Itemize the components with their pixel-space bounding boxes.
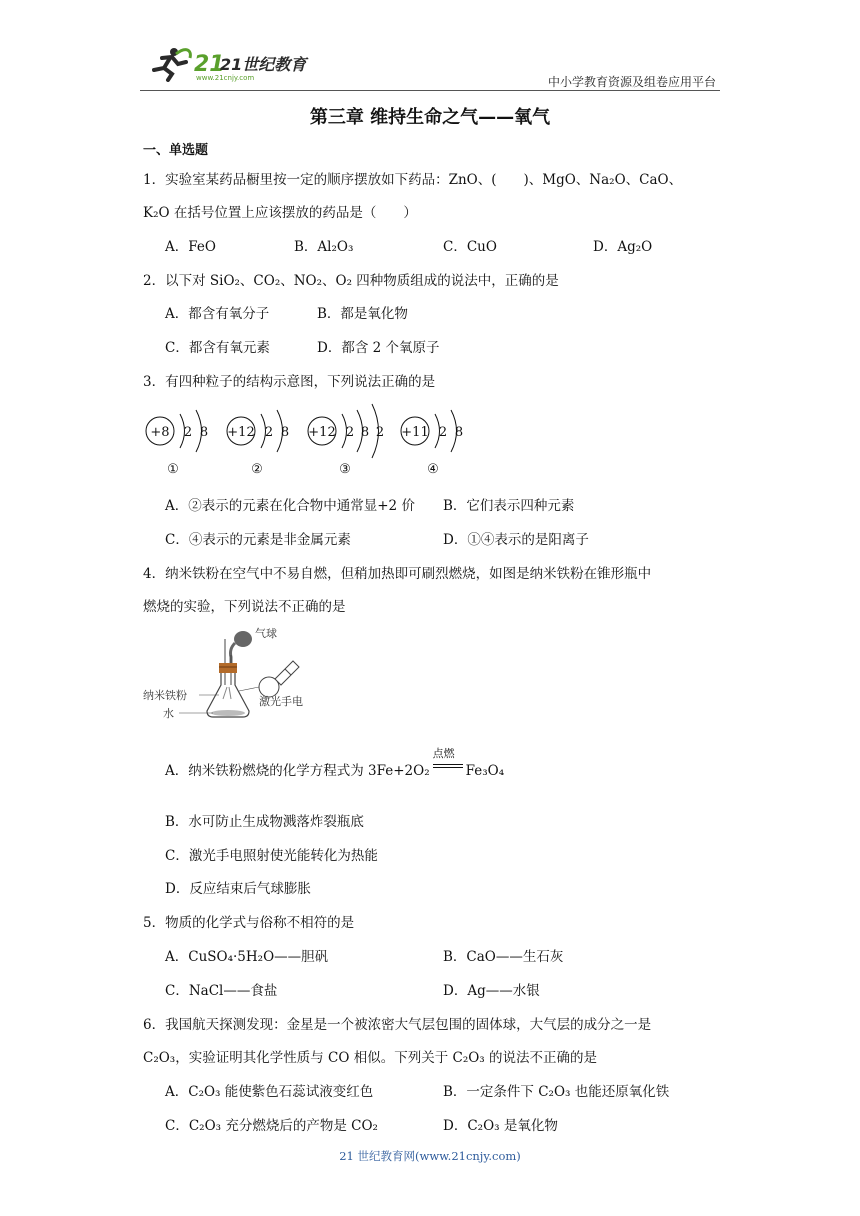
q1-option-c: C．CuO [443,239,497,255]
svg-text:2: 2 [264,425,274,440]
svg-text:气球: 气球 [255,627,277,640]
q4-option-a [165,747,505,779]
q6-stem-line2: C₂O₃，实验证明其化学性质与 CO 相似。下列关于 C₂O₃ 的说法不正确的是 [143,1050,598,1066]
q5-option-d: D．Ag——水银 [443,983,540,999]
atom-structure-diagram [143,398,483,488]
equals-arrow [433,764,463,768]
svg-text:+12: +12 [308,425,336,440]
q5-option-c: C．NaCl——食盐 [165,983,278,999]
svg-text:2: 2 [438,425,448,440]
header-divider [140,90,720,91]
svg-text:8: 8 [454,425,464,440]
q6-option-a: A．C₂O₃ 能使紫色石蕊试液变红色 [165,1084,374,1100]
q4-option-a-text: A．纳米铁粉燃烧的化学方程式为 3Fe+2O₂ [165,763,430,779]
reaction-condition [432,747,463,775]
svg-text:+11: +11 [401,425,429,440]
q3-option-b: B．它们表示四种元素 [443,498,575,514]
page-header [140,40,720,90]
q6-option-b: B．一定条件下 C₂O₃ 也能还原氧化铁 [443,1084,670,1100]
flask-experiment-diagram [143,625,323,725]
q4-option-d: D．反应结束后气球膨胀 [165,881,311,897]
q5-option-b: B．CaO——生石灰 [443,949,564,965]
q2-option-c: C．都含有氧元素 [165,340,270,356]
page-footer: 21 世纪教育网(www.21cnjy.com) [339,1149,521,1163]
svg-text:①: ① [167,462,179,477]
q2-stem: 2．以下对 SiO₂、CO₂、NO₂、O₂ 四种物质组成的说法中，正确的是 [143,273,559,289]
q4-stem-line1: 4．纳米铁粉在空气中不易自燃，但稍加热即可刷烈燃烧，如图是纳米铁粉在锥形瓶中 [143,566,652,582]
svg-text:+12: +12 [227,425,255,440]
q6-option-d: D．C₂O₃ 是氧化物 [443,1118,558,1134]
svg-text:激光手电: 激光手电 [259,695,303,708]
svg-text:④: ④ [427,462,439,477]
page-title: 第三章 维持生命之气——氧气 [309,107,551,128]
q1-stem-line1: 1．实验室某药品橱里按一定的顺序摆放如下药品：ZnO、( )、MgO、Na₂O、CaO、 [143,172,683,188]
condition-label: 点燃 [432,747,455,760]
q1-option-b: B．Al₂O₃ [294,239,354,255]
q1-stem-line2: K₂O 在括号位置上应该摆放的药品是（ ） [143,205,417,221]
q2-option-b: B．都是氧化物 [317,306,408,322]
svg-text:③: ③ [339,462,351,477]
atom-1 [146,410,208,477]
atom-4 [401,410,463,477]
runner-icon [154,48,190,80]
svg-text:21世纪教育: 21世纪教育 [220,55,307,74]
q3-stem: 3．有四种粒子的结构示意图，下列说法正确的是 [143,374,436,390]
q5-option-a: A．CuSO₄·5H₂O——胆矾 [165,949,329,965]
q6-option-c: C．C₂O₃ 充分燃烧后的产物是 CO₂ [165,1118,378,1134]
q6-stem-line1: 6．我国航天探测发现：金星是一个被浓密大气层包围的固体球，大气层的成分之一是 [143,1017,652,1033]
q1-option-d: D．Ag₂O [593,239,653,255]
q2-option-d: D．都含 2 个氧原子 [317,340,440,356]
q3-option-a: A．②表示的元素在化合物中通常显+2 价 [165,498,415,514]
q4-option-b: B．水可防止生成物溅落炸裂瓶底 [165,814,364,830]
svg-text:21: 21 [194,52,225,77]
svg-text:8: 8 [360,425,370,440]
svg-text:②: ② [251,462,263,477]
q4-stem-line2: 燃烧的实验，下列说法不正确的是 [143,599,346,615]
svg-text:水: 水 [163,707,174,720]
svg-text:+8: +8 [150,425,170,440]
q5-stem: 5．物质的化学式与俗称不相符的是 [143,915,355,931]
atom-3 [308,404,384,477]
q3-option-c: C．④表示的元素是非金属元素 [165,532,351,548]
svg-text:2: 2 [375,425,385,440]
q1-option-a: A．FeO [165,239,216,255]
section-heading: 一、单选题 [143,143,209,158]
platform-name: 中小学教育资源及组卷应用平台 [547,75,716,89]
svg-text:8: 8 [199,425,209,440]
svg-text:2: 2 [345,425,355,440]
site-logo [140,46,310,82]
svg-text:2: 2 [183,425,193,440]
svg-text:www.21cnjy.com: www.21cnjy.com [196,74,255,82]
flashlight-icon [259,661,299,697]
svg-text:8: 8 [280,425,290,440]
atom-2 [227,410,289,477]
q4-option-c: C．激光手电照射使光能转化为热能 [165,848,378,864]
q3-option-d: D．①④表示的是阳离子 [443,532,589,548]
q2-option-a: A．都含有氧分子 [165,306,270,322]
q4-option-a-product: Fe₃O₄ [465,763,505,779]
svg-text:纳米铁粉: 纳米铁粉 [143,689,187,702]
